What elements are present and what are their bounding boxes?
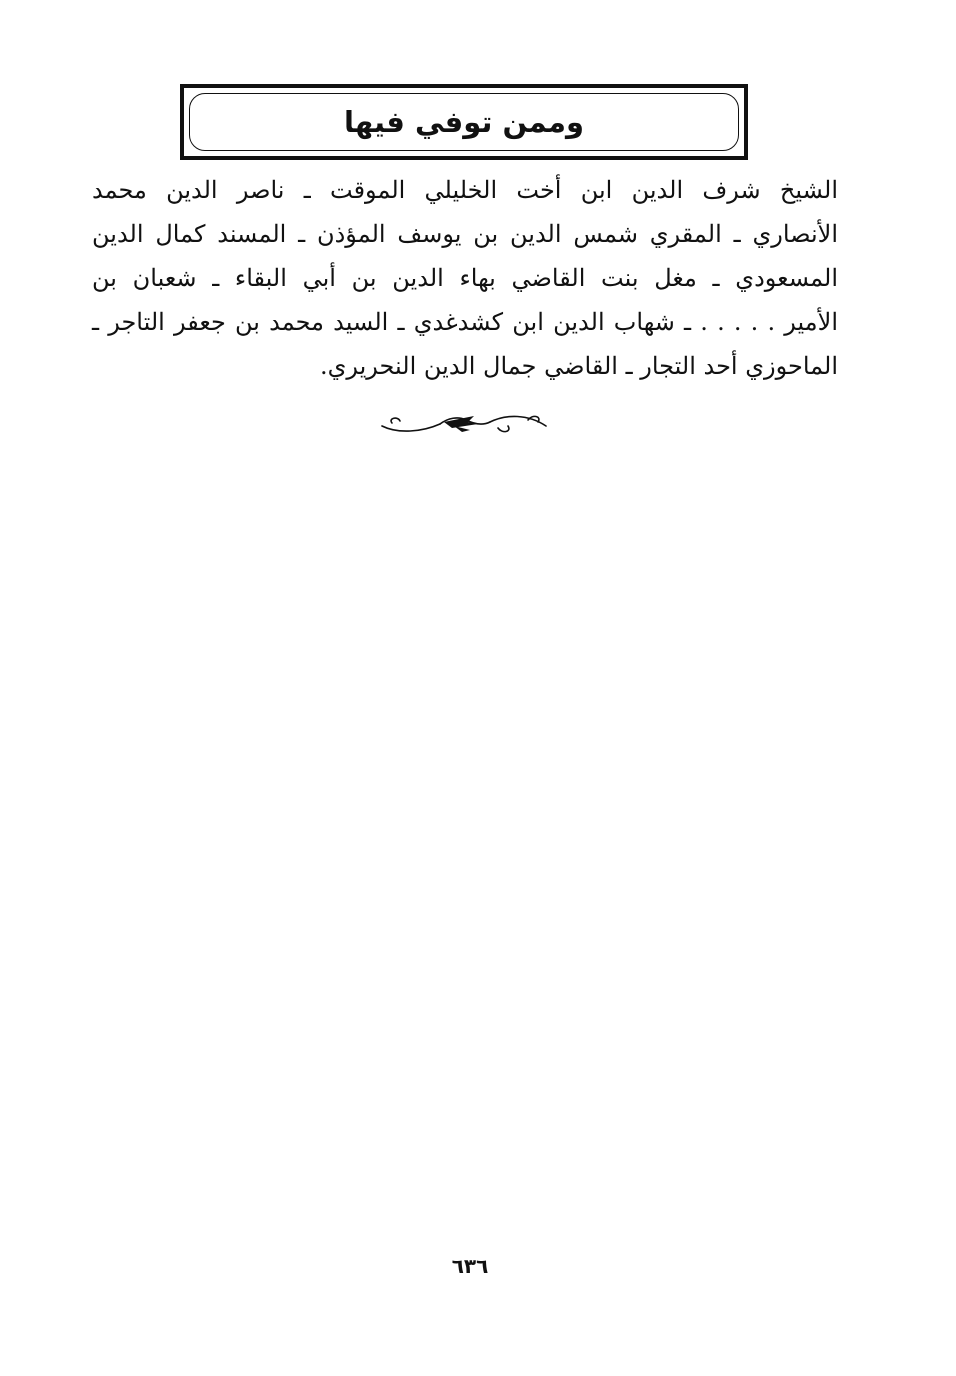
section-title: وممن توفي فيها [344,105,584,139]
floral-divider-icon [378,408,554,438]
body-line-2: الأنصاري ـ المقري شمس الدين بن يوسف المؤذن ـ المسند كمال الدين [92,220,838,248]
section-title-box [180,84,748,160]
section-title-frame [189,93,739,151]
page-number: ٦٣٦ [451,1254,489,1278]
body-line-5: الماحوزي أحد التجار ـ القاضي جمال الدين النحريري. [319,352,838,380]
body-line-3: المسعودي ـ مغل بنت القاضي بهاء الدين بن أبي البقاء ـ شعبان بن [92,264,838,292]
body-line-4: الأمير . . . . . ـ شهاب الدين ابن كشدغدي ـ السيد محمد بن جعفر التاجر ـ [92,308,838,336]
body-paragraph [92,168,838,388]
body-line-1: الشيخ شرف الدين ابن أخت الخليلي الموقت ـ ناصر الدين محمد [92,176,838,204]
